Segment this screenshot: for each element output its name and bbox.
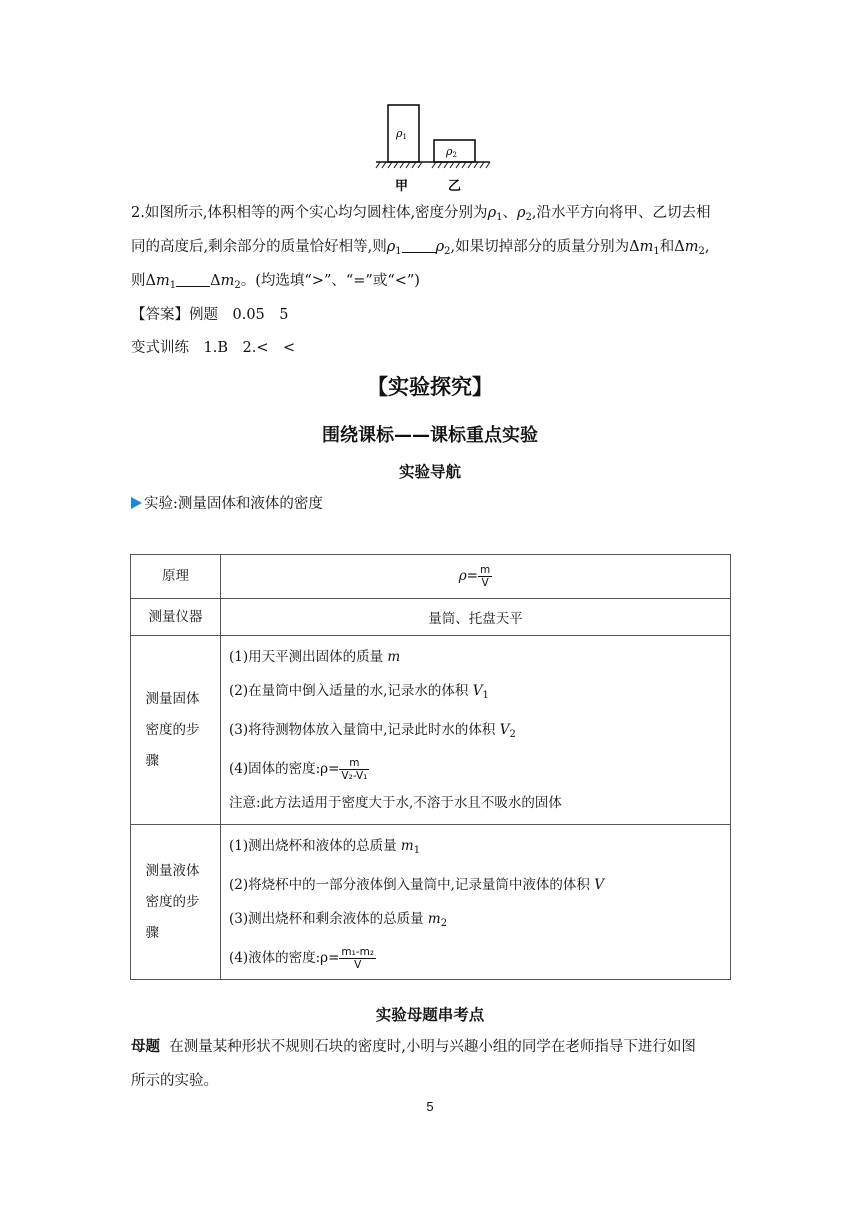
var: V <box>499 722 510 738</box>
solid-step-2 <box>229 674 722 713</box>
sub: 2 <box>509 729 516 740</box>
answer-blank[interactable] <box>176 272 210 287</box>
sub: 1 <box>653 246 660 257</box>
experiment-label-text: 实验:测量固体和液体的密度 <box>144 496 323 512</box>
var: m <box>387 649 401 665</box>
step-text: (4)固体的密度:ρ= <box>229 761 340 777</box>
solid-note: 注意:此方法适用于密度大于水,不溶于水且不吸水的固体 <box>229 795 562 811</box>
solid-step-3 <box>229 713 722 752</box>
sub: 1 <box>395 246 402 257</box>
liquid-label <box>131 825 221 980</box>
m-symbol: m <box>684 239 699 255</box>
question-2-line-3 <box>131 271 420 296</box>
cylinders-figure <box>370 100 495 195</box>
q2-text: 和Δ <box>659 239 685 255</box>
sub: 2 <box>444 246 451 257</box>
sub: 2 <box>234 280 241 291</box>
m-symbol: m <box>220 273 235 289</box>
principle-fraction <box>478 564 492 589</box>
q2-text: 则Δ <box>131 273 156 289</box>
jia-label: 甲 <box>395 179 409 194</box>
experiment-table <box>130 554 731 980</box>
step-text: (4)液体的密度:ρ= <box>229 950 340 966</box>
fraction-numerator: m <box>339 757 369 770</box>
liquid-step-1 <box>229 829 722 868</box>
question-2-line-1 <box>131 203 710 228</box>
fraction-denominator: V <box>481 577 489 589</box>
solid-steps <box>221 636 731 825</box>
step-text: (2)在量筒中倒入适量的水,记录水的体积 <box>229 683 469 699</box>
step-text: (2)将烧杯中的一部分液体倒入量筒中,记录量筒中液体的体积 <box>229 877 590 893</box>
comma: , <box>704 239 710 255</box>
solid-step-1 <box>229 640 722 674</box>
q2-text: 同的高度后,剩余部分的质量恰好相等,则 <box>131 239 387 255</box>
solid-density-fraction <box>339 757 369 782</box>
principle-label: 原理 <box>131 555 221 599</box>
sub: 2 <box>440 918 448 929</box>
var: V <box>472 683 483 699</box>
rho-symbol: ρ <box>487 205 497 221</box>
table-row-instruments <box>131 599 731 636</box>
separator: 、 <box>502 205 517 221</box>
question-2-line-2 <box>131 237 709 262</box>
sub: 2 <box>698 246 705 257</box>
mother-line-1 <box>131 1037 696 1057</box>
fraction-denominator: V₂-V₁ <box>341 770 368 782</box>
page-number: 5 <box>426 1099 434 1114</box>
liquid-label-text: 测量液体密度的步骤 <box>145 862 200 941</box>
mother-title: 实验母题串考点 <box>375 1006 485 1024</box>
q2-text: 2.如图所示,体积相等的两个实心均匀圆柱体,密度分别为 <box>131 205 488 221</box>
liquid-step-3 <box>229 902 722 941</box>
rho-symbol: ρ <box>516 205 526 221</box>
mother-label: 母题 <box>131 1039 160 1055</box>
sub: 1 <box>482 690 489 701</box>
liquid-step-4 <box>229 941 722 975</box>
step-text: (1)测出烧杯和液体的总质量 <box>229 838 397 854</box>
experiment-label <box>131 494 323 514</box>
instruments-label: 测量仪器 <box>131 599 221 636</box>
answer-line-1: 【答案】例题 0.05 5 <box>131 307 289 323</box>
q2-text: ,如果切掉部分的质量分别为Δ <box>450 239 640 255</box>
formula-text: ρ= <box>458 568 478 584</box>
fraction-denominator: V <box>354 959 362 971</box>
rho-symbol: ρ <box>386 239 396 255</box>
sub: 1 <box>169 280 177 291</box>
section-title: 【实验探究】 <box>367 375 493 399</box>
instruments-value: 量筒、托盘天平 <box>221 599 731 636</box>
step-text: (1)用天平测出固体的质量 <box>229 649 384 665</box>
q2-text: ,沿水平方向将甲、乙切去相 <box>531 205 711 221</box>
play-triangle-icon <box>131 497 142 509</box>
answer-blank[interactable] <box>402 238 436 253</box>
q2-text: 。(均选填“>”、“=”或“<”) <box>240 273 420 289</box>
solid-label-text: 测量固体密度的步骤 <box>145 690 200 769</box>
fraction-numerator: m₁-m₂ <box>341 946 375 958</box>
var: V <box>594 877 604 893</box>
sub: 1 <box>413 845 421 856</box>
solid-step-4 <box>229 752 722 786</box>
solid-label <box>131 636 221 825</box>
liquid-steps <box>221 825 731 980</box>
mother-text: 在测量某种形状不规则石块的密度时,小明与兴趣小组的同学在老师指导下进行如图 <box>169 1039 696 1055</box>
table-row-principle <box>131 555 731 599</box>
rho1-label: ρ1 <box>396 127 407 141</box>
liquid-step-2 <box>229 868 722 902</box>
answer-line-2: 变式训练 1.B 2.< < <box>131 340 296 356</box>
table-row-solid <box>131 636 731 825</box>
nav-title: 实验导航 <box>398 463 461 481</box>
principle-value <box>221 555 731 599</box>
yi-label: 乙 <box>448 179 462 194</box>
step-text: (3)将待测物体放入量筒中,记录此时水的体积 <box>229 722 496 738</box>
sub: 1 <box>496 212 503 223</box>
var: m <box>400 838 414 854</box>
fraction-numerator: m <box>480 564 491 576</box>
m-symbol: m <box>155 273 170 289</box>
m-symbol: m <box>639 239 654 255</box>
rho2-label: ρ2 <box>446 145 457 159</box>
q2-text: Δ <box>210 273 221 289</box>
ground-hatch <box>376 162 490 168</box>
rho-symbol: ρ <box>435 239 445 255</box>
mother-line-2: 所示的实验。 <box>131 1073 218 1089</box>
step-text: (3)测出烧杯和剩余液体的总质量 <box>229 911 424 927</box>
var: m <box>427 911 441 927</box>
section-subtitle: 围绕课标——课标重点实验 <box>322 425 538 446</box>
sub: 2 <box>525 212 532 223</box>
table-row-liquid <box>131 825 731 980</box>
liquid-density-fraction <box>339 946 376 971</box>
